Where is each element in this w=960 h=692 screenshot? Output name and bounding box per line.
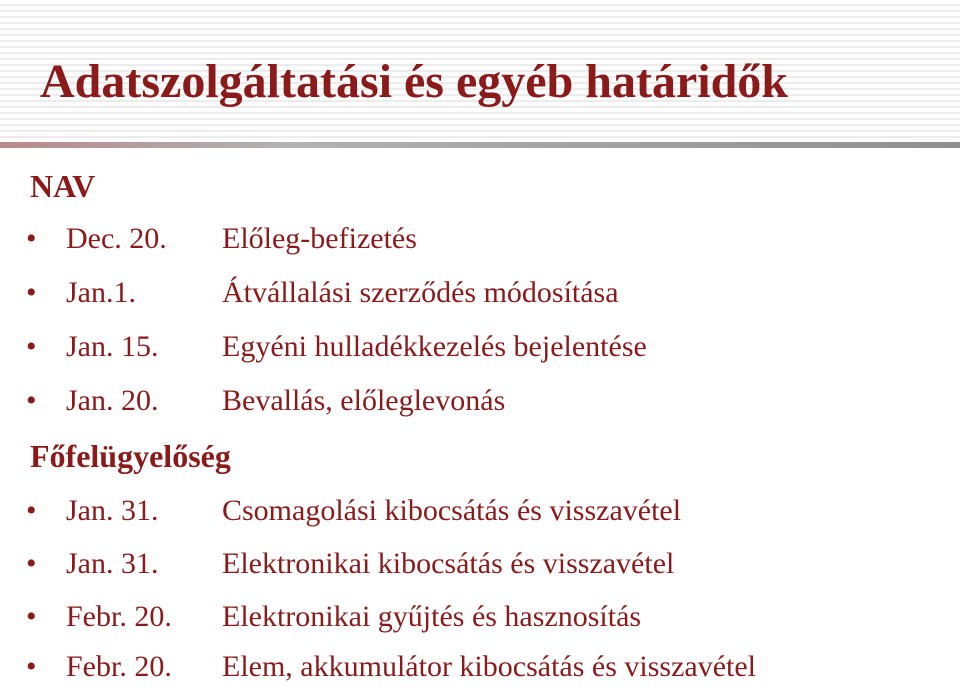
deadline-description: Csomagolási kibocsátás és visszavétel xyxy=(222,494,682,527)
deadline-description: Egyéni hulladékkezelés bejelentése xyxy=(222,330,647,363)
deadline-date: Jan. 20. xyxy=(66,384,159,417)
slide-title: Adatszolgáltatási és egyéb határidők xyxy=(40,55,788,108)
deadline-date: Febr. 20. xyxy=(66,650,172,683)
deadline-date: Dec. 20. xyxy=(66,222,167,255)
deadline-date: Jan.1. xyxy=(66,276,136,309)
deadline-description: Átvállalási szerződés módosítása xyxy=(222,276,619,309)
deadline-description: Elektronikai kibocsátás és visszavétel xyxy=(222,547,675,580)
bullet-icon: • xyxy=(26,276,37,309)
bullet-icon: • xyxy=(26,222,37,255)
deadline-date: Jan. 15. xyxy=(66,330,159,363)
bullet-icon: • xyxy=(26,650,37,683)
deadline-date: Febr. 20. xyxy=(66,600,172,633)
bullet-icon: • xyxy=(26,547,37,580)
deadline-description: Előleg-befizetés xyxy=(222,222,417,255)
bullet-icon: • xyxy=(26,494,37,527)
bullet-icon: • xyxy=(26,600,37,633)
deadline-description: Elem, akkumulátor kibocsátás és visszavétel xyxy=(222,650,757,683)
title-divider xyxy=(0,142,960,148)
bullet-icon: • xyxy=(26,330,37,363)
section-heading-fofelugyeloseg: Főfelügyelőség xyxy=(30,438,231,474)
deadline-date: Jan. 31. xyxy=(66,547,159,580)
deadline-description: Bevallás, előleglevonás xyxy=(222,384,506,417)
deadline-date: Jan. 31. xyxy=(66,494,159,527)
deadline-description: Elektronikai gyűjtés és hasznosítás xyxy=(222,600,642,633)
section-heading-nav: NAV xyxy=(30,168,96,204)
bullet-icon: • xyxy=(26,384,37,417)
